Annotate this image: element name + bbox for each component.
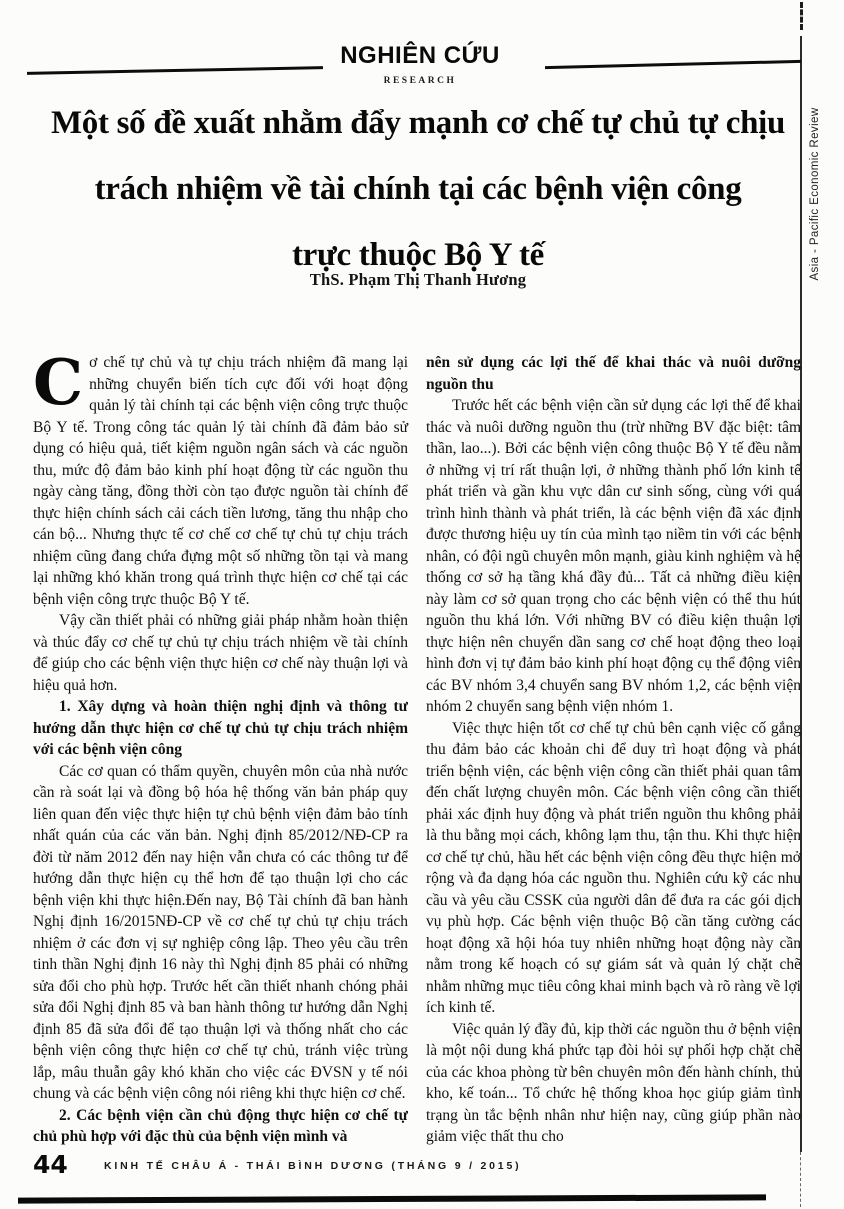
- section-heading-2-part1: 2. Các bệnh viện cần chủ động thực hiện cơ chế tự chủ phù hợp với đặc thù của bệnh viện mình và: [33, 1106, 408, 1145]
- footer-rule: [18, 1194, 766, 1203]
- article-title: [30, 90, 806, 288]
- paragraph: Việc quản lý đầy đủ, kịp thời các nguồn thu ở bệnh viện là một nội dung khá phức tạp đòi hỏi sự phối hợp chặt chẽ của các khoa phòng từ bên chuyên môn đến hành chính, thủ kho, kế toán... Tổ chức hệ thống khoa học giúp giảm tình trạng ùn tắc bệnh nhân như hiện nay, cũng giúp phần nào giảm việc thất thu cho: [426, 1020, 801, 1145]
- article-title-line-1: Một số đề xuất nhằm đẩy mạnh cơ chế tự chủ tự chịu: [50, 105, 786, 141]
- scan-edge-dash-top: [800, 2, 803, 30]
- scan-edge-dash-bottom: [800, 1152, 801, 1207]
- article-title-line-2: trách nhiệm về tài chính tại các bệnh viện công: [94, 171, 742, 207]
- paragraph: Việc thực hiện tốt cơ chế tự chủ bên cạnh việc cố gắng thu đảm bảo các khoản chi để duy trì hoạt động và phát triển bệnh viện, các bệnh viện công cần thiết phải quan tâm đến chất lượng chuyên môn. Các bệnh viện công cần thiết phải xác định huy động và phát triển nguồn thu không phải là thu bằng mọi cách, không lạm thu, tận thu. Khi thực hiện cơ chế tự chủ, hầu hết các bệnh viện công đều thực hiện mở rộng và đa dạng hóa các nguồn thu. Nghiên cứu kỹ các nhu cầu và yêu cầu CSSK của người dân để đưa ra các gói dịch vụ phù hợp. Các bệnh viện thuộc Bộ cần tăng cường các hoạt động xã hội hóa tuy nhiên những hoạt động này cần nằm trong kế hoạch có sự giám sát và quản lý chặt chẽ nhằm những mục tiêu công khai minh bạch và rõ ràng về lợi ích kinh tế.: [426, 719, 801, 1016]
- left-column: [33, 352, 408, 1150]
- section-heading-1: 1. Xây dựng và hoàn thiện nghị định và thông tư hướng dẫn thực hiện cơ chế tự chủ tự chịu trách nhiệm với các bệnh viện công: [33, 698, 408, 758]
- right-column: [426, 352, 801, 1150]
- dropcap-letter: C: [33, 352, 84, 419]
- section-label: NGHIÊN CỨU: [340, 42, 500, 69]
- paragraph: Các cơ quan có thẩm quyền, chuyên môn của nhà nước cần rà soát lại và đồng bộ hóa hệ thống văn bản pháp quy liên quan đến việc thực hiện tự chủ bệnh viện đảm bảo tính nhất quán của các văn bản. Nghị định 85/2012/NĐ-CP ra đời từ năm 2012 đến nay hiện vẫn chưa có các thông tư để hướng dẫn thực hiện cụ thể hơn để tạo thuận lợi cho các bệnh viện khi thực hiện.Đến nay, Bộ Tài chính đã ban hành Nghị định 16/2015NĐ-CP về cơ chế tự chủ tự chịu trách nhiệm ở các đơn vị sự nghiệp công lập. Theo yêu cầu trên tinh thần Nghị định 16 này thì Nghị định 85 phải có những sửa đổi cho phù hợp. Trước hết cần thiết nhanh chóng phải sửa đổi Nghị định 85 và ban hành thông tư hướng dẫn Nghị định 85 đã sửa đổi để tạo thuận lợi và thống nhất cho các bệnh viện công thực hiện cơ chế tự chủ, tránh việc trùng lắp, mâu thuẫn gây khó khăn cho việc các ĐVSN y tế nói chung và các bệnh viện công nói riêng khi thực hiện cơ chế.: [33, 762, 408, 1102]
- section-label-english: RESEARCH: [383, 76, 457, 86]
- paragraph-intro-text: ơ chế tự chủ và tự chịu trách nhiệm đã mang lại những chuyển biến tích cực đối với hoạt động quản lý tài chính tại các bệnh viện công trực thuộc Bộ Y tế. Trong công tác quản lý tài chính đã đảm bảo sử dụng có hiệu quả, tiết kiệm nguồn ngân sách và các nguồn thu, mức độ đảm bảo kinh phí hoạt động từ các nguồn thu ngày càng tăng, đồng thời còn tạo được nguồn tài chính để thực hiện chính sách cải cách tiền lương, tăng thu nhập cho cán bộ... Nhưng thực tế cơ chế cơ chế tự chủ tự chịu trách nhiệm cũng đang chứa đựng một số những tồn tại và mang lại những khó khăn trong quá trình thực hiện cơ chế tại các bệnh viện công trực thuộc Bộ Y tế.: [33, 354, 408, 608]
- section-heading-2-part2: nên sử dụng các lợi thế để khai thác và nuôi dưỡng nguồn thu: [426, 354, 801, 393]
- journal-name-vertical: Asia - Pacific Economic Review: [809, 107, 821, 281]
- paragraph: Trước hết các bệnh viện cần sử dụng các lợi thế để khai thác và nuôi dưỡng nguồn thu (trừ những BV đặc biệt: tâm thần, lao...). Bởi các bệnh viện công thuộc Bộ Y tế đều nằm ở những vị trí rất thuận lợi, ở những thành phố lớn kinh tế phát triển và gần khu vực dân cư sinh sống, cùng với quá trình hình thành và phát triển, là các bệnh viện đã xác định được thương hiệu uy tín của mình tạo niềm tin với các bệnh nhân, có đội ngũ chuyên môn mạnh, giàu kinh nghiệm và hệ thống cơ sở hạ tầng khá đầy đủ... Tất cả những điều kiện này làm cơ sở quan trọng cho các bệnh viện có thể thu hút nguồn thu khá lớn. Với những BV có điều kiện thuận lợi thực hiện nên chuyển dần sang cơ chế hoạt động theo loại hình đơn vị tự đảm bảo kinh phí hoạt động cụ thể động viên các BV nhóm 3,4 chuyển sang BV nhóm 1,2, các bệnh viện nhóm 2 chuyển sang bệnh viện nhóm 1.: [426, 397, 801, 715]
- article-body: [33, 352, 801, 1150]
- author-byline: ThS. Phạm Thị Thanh Hương: [309, 270, 527, 289]
- paragraph-intro: [33, 352, 408, 610]
- journal-footer-line: KINH TẾ CHÂU Á - THÁI BÌNH DƯƠNG (THÁNG 9 / 2015): [104, 1160, 522, 1172]
- paragraph: Vậy cần thiết phải có những giải pháp nhằm hoàn thiện và thúc đẩy cơ chế tự chủ tự chịu trách nhiệm về tài chính để giúp cho các bệnh viện thực hiện cơ chế này thuận lợi và hiệu quả hơn.: [33, 612, 408, 694]
- article-title-line-3: trực thuộc Bộ Y tế: [291, 237, 545, 273]
- page-number: 44: [33, 1150, 68, 1179]
